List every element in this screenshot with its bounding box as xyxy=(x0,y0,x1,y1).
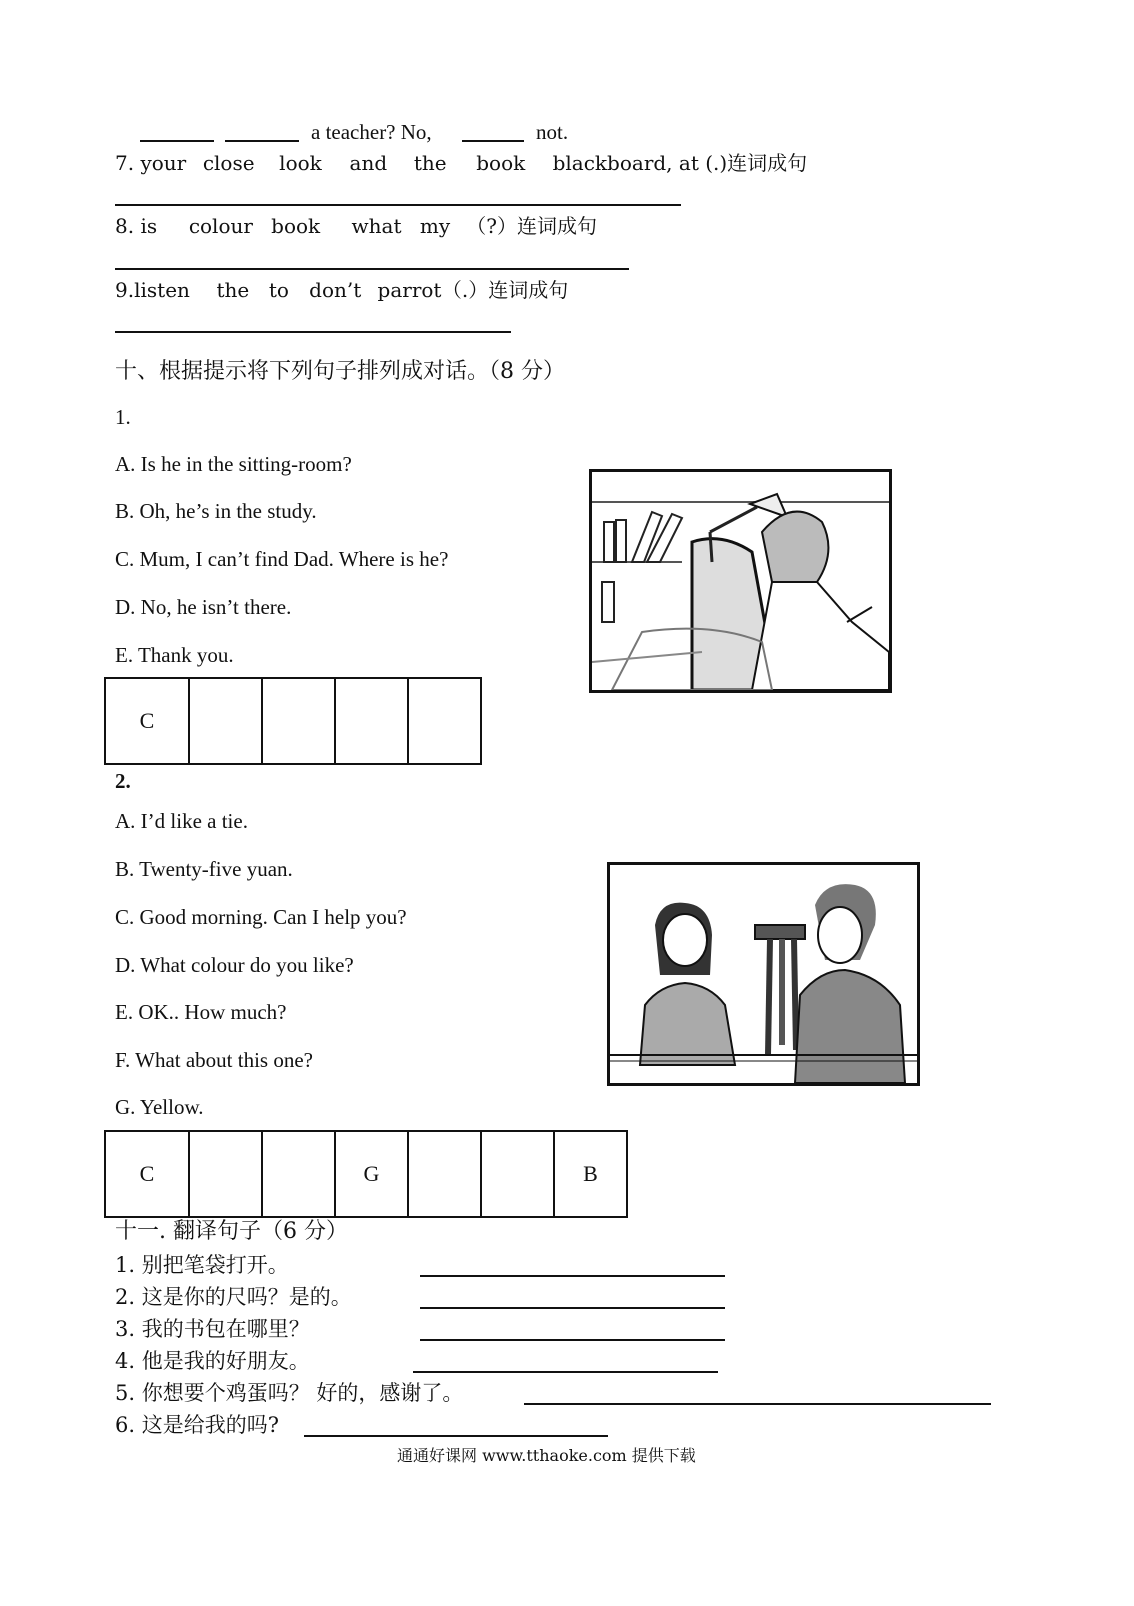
word: blackboard, at (.)连词成句 xyxy=(552,151,808,175)
answer-line[interactable] xyxy=(420,1307,725,1309)
word: your xyxy=(140,151,187,175)
question-9 xyxy=(115,280,568,300)
answer-cell[interactable] xyxy=(190,679,263,763)
study-drawing xyxy=(592,472,889,690)
dialogue-option: E. Thank you. xyxy=(115,643,234,667)
word: book xyxy=(271,214,321,238)
word: and xyxy=(349,151,388,175)
answer-line[interactable] xyxy=(115,268,629,270)
question-8 xyxy=(115,216,597,236)
answer-cell[interactable] xyxy=(409,679,482,763)
dialogue-option: A. I’d like a tie. xyxy=(115,809,248,833)
answer-cell[interactable] xyxy=(190,1132,263,1216)
word: don’t xyxy=(309,278,362,302)
answer-line[interactable] xyxy=(524,1403,991,1405)
answer-cell[interactable]: C xyxy=(106,679,190,763)
dialogue-option: G. Yellow. xyxy=(115,1095,204,1119)
question-number: 8. xyxy=(115,214,135,238)
word: look xyxy=(279,151,322,175)
translate-item: 3. 我的书包在哪里？ xyxy=(115,1317,310,1341)
word: is xyxy=(140,214,158,238)
answer-blank[interactable] xyxy=(225,140,299,142)
answer-cell[interactable] xyxy=(482,1132,555,1216)
word: （?）连词成句 xyxy=(466,214,597,238)
translate-item: 4. 他是我的好朋友。 xyxy=(115,1349,310,1373)
answer-line[interactable] xyxy=(420,1275,725,1277)
translate-item: 5. 你想要个鸡蛋吗？ 好的，感谢了。 xyxy=(115,1381,464,1405)
word: my xyxy=(419,214,451,238)
answer-cell[interactable]: B xyxy=(555,1132,628,1216)
dialogue-option: A. Is he in the sitting-room? xyxy=(115,452,352,476)
word: the xyxy=(216,278,250,302)
answer-cell[interactable]: C xyxy=(106,1132,190,1216)
answer-line[interactable] xyxy=(420,1339,725,1341)
answer-blank[interactable] xyxy=(462,140,524,142)
section-title: 十、根据提示将下列句子排列成对话。（8 分） xyxy=(115,359,565,384)
translate-item: 1. 别把笔袋打开。 xyxy=(115,1253,289,1277)
word: colour xyxy=(188,214,253,238)
dialogue-option: D. No, he isn’t there. xyxy=(115,595,292,619)
sentence-fragment: not. xyxy=(536,120,569,144)
dialogue-option: F. What about this one? xyxy=(115,1048,313,1072)
word: book xyxy=(476,151,526,175)
word: parrot xyxy=(377,278,442,302)
dialogue-option: C. Good morning. Can I help you? xyxy=(115,905,407,929)
answer-line[interactable] xyxy=(115,331,511,333)
word: close xyxy=(202,151,255,175)
shop-illustration xyxy=(607,862,920,1086)
dialogue-option: B. Twenty-five yuan. xyxy=(115,857,293,881)
answer-order-row xyxy=(104,677,482,765)
answer-cell[interactable] xyxy=(263,679,336,763)
dialogue-option: B. Oh, he’s in the study. xyxy=(115,499,317,523)
dialogue-option: D. What colour do you like? xyxy=(115,953,354,977)
study-illustration xyxy=(589,469,892,693)
word: what xyxy=(351,214,402,238)
question-number: 7. xyxy=(115,151,135,175)
word: the xyxy=(413,151,447,175)
answer-line[interactable] xyxy=(115,204,681,206)
part-number: 1. xyxy=(115,405,131,429)
answer-line[interactable] xyxy=(413,1371,718,1373)
part-number: 2. xyxy=(115,769,131,793)
dialogue-option: C. Mum, I can’t find Dad. Where is he? xyxy=(115,547,449,571)
dialogue-option: E. OK.. How much? xyxy=(115,1000,287,1024)
translate-item: 6. 这是给我的吗? xyxy=(115,1413,279,1437)
page-footer: 通通好课网 www.tthaoke.com 提供下载 xyxy=(397,1446,696,1465)
word: （.）连词成句 xyxy=(441,278,569,302)
answer-line[interactable] xyxy=(304,1435,608,1437)
question-number: 9. xyxy=(115,278,135,302)
section-title: 十一. 翻译句子（6 分） xyxy=(115,1219,348,1244)
translate-item: 2. 这是你的尺吗？是的。 xyxy=(115,1285,352,1309)
word: listen xyxy=(134,278,190,302)
word: to xyxy=(268,278,289,302)
shop-drawing xyxy=(610,865,917,1083)
answer-cell[interactable] xyxy=(263,1132,336,1216)
answer-cell[interactable] xyxy=(336,679,409,763)
answer-blank[interactable] xyxy=(140,140,214,142)
sentence-fragment: a teacher? No, xyxy=(311,120,432,144)
answer-order-row xyxy=(104,1130,628,1218)
answer-cell[interactable]: G xyxy=(336,1132,409,1216)
answer-cell[interactable] xyxy=(409,1132,482,1216)
question-7 xyxy=(115,153,807,173)
